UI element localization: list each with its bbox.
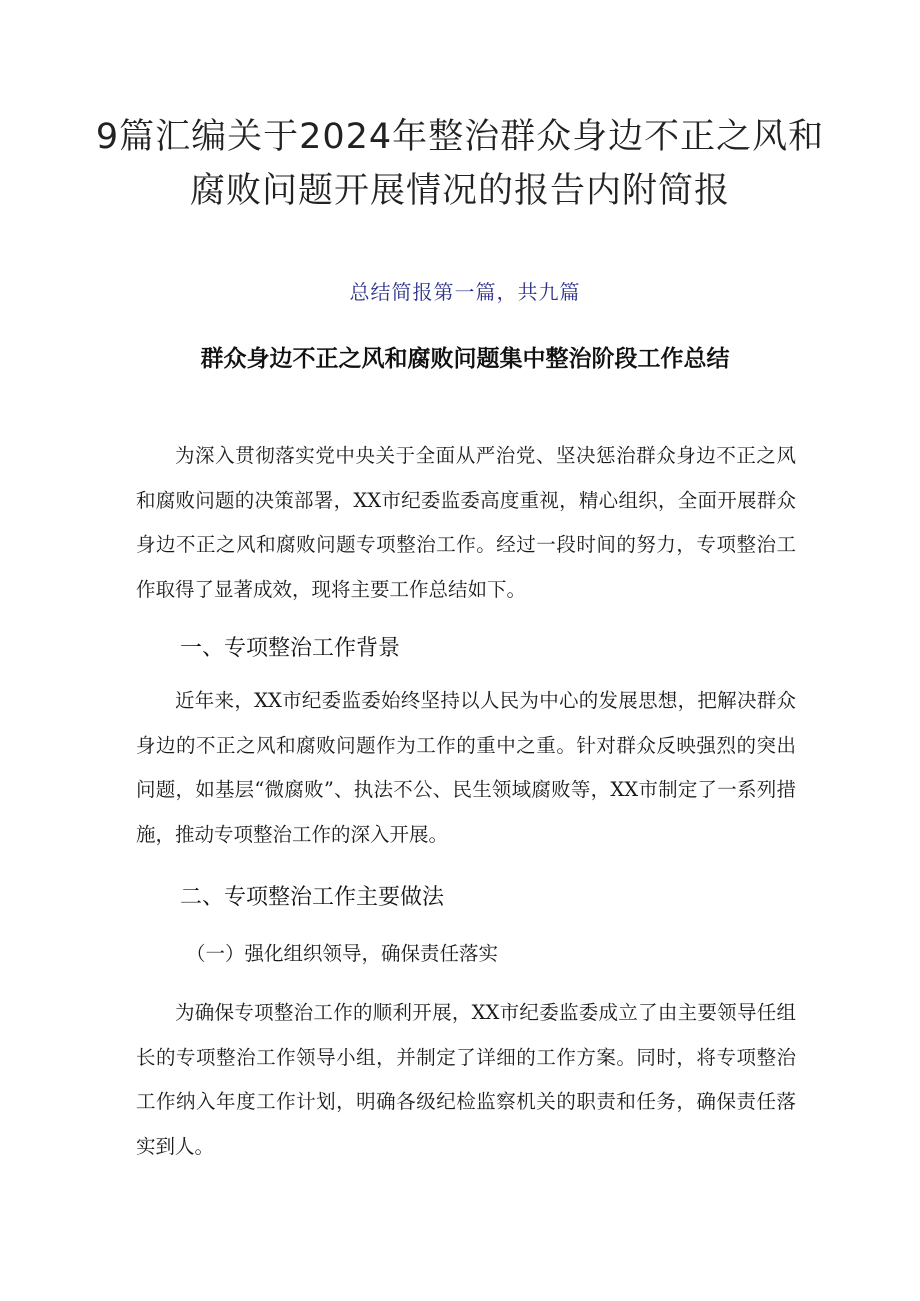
subheading-leadership: （一）强化组织领导，确保责任落实	[186, 942, 499, 965]
intro-paragraph: 为深入贯彻落实党中央关于全面从严治党、坚决惩治群众身边不正之风和腐败问题的决策部署，XX市纪委监委高度重视，精心组织，全面开展群众身边不正之风和腐败问题专项整治工作。经过一段时间的努力，专项整治工作取得了显著成效，现将主要工作总结如下。	[136, 444, 796, 601]
background-paragraph: 近年来，XX市纪委监委始终坚持以人民为中心的发展思想，把解决群众身边的不正之风和腐败问题作为工作的重中之重。针对群众反映强烈的突出问题，如基层“微腐败”、执法不公、民生领域腐败等，XX市制定了一系列措施，推动专项整治工作的深入开展。	[136, 689, 796, 846]
heading-methods: 二、专项整治工作主要做法	[180, 885, 445, 910]
document-subtitle: 总结简报第一篇，共九篇	[349, 280, 581, 304]
leadership-paragraph: 为确保专项整治工作的顺利开展，XX市纪委监委成立了由主要领导任组长的专项整治工作领导小组，并制定了详细的工作方案。同时，将专项整治工作纳入年度工作计划，明确各级纪检监察机关的职责和任务，确保责任落实到人。	[136, 1001, 796, 1158]
section-title: 群众身边不正之风和腐败问题集中整治阶段工作总结	[200, 346, 730, 372]
heading-background: 一、专项整治工作背景	[180, 636, 401, 661]
document-title: 9篇汇编关于2024年整治群众身边不正之风和腐败问题开展情况的报告内附简报	[95, 117, 825, 211]
